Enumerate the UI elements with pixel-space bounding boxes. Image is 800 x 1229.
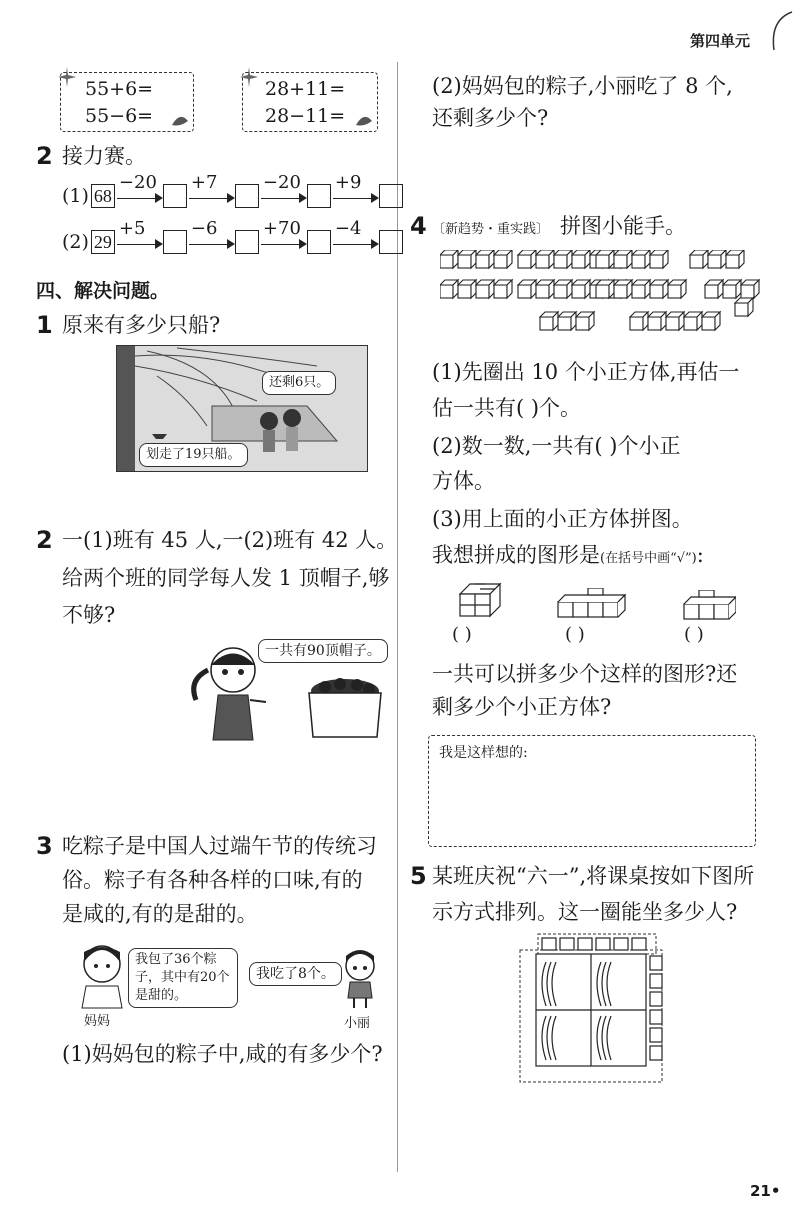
calc-line: 28−11= (265, 105, 346, 127)
start-box: 29 (91, 230, 115, 254)
mother-name: 妈妈 (84, 1014, 111, 1029)
answer-box[interactable] (379, 184, 403, 208)
answer-box[interactable] (307, 230, 331, 254)
cube-shape-step-icon (556, 588, 626, 620)
xiaoli-icon (338, 946, 382, 1010)
step-arrow: −20 (259, 184, 307, 208)
choice-paren-2[interactable]: ( ) (565, 624, 585, 645)
calc-card-2 (242, 72, 378, 132)
question-line: 不够? (62, 603, 116, 627)
question-text: 原来有多少只船? (62, 313, 221, 337)
want-text: 我想拼成的图形是 (432, 543, 600, 567)
speech-bubble-hats: 一共有90顶帽子。 (258, 639, 388, 663)
sub-question-2: 还剩多少个? (432, 106, 549, 130)
question-number: 3 (36, 832, 53, 860)
leaf-icon (171, 115, 189, 127)
desk-arrangement-icon (518, 932, 668, 1084)
calc-line: 55+6= (85, 78, 154, 100)
column-divider (397, 62, 398, 1172)
answer-box[interactable] (379, 230, 403, 254)
choice-paren-1[interactable]: ( ) (452, 624, 472, 645)
sub-question-2: (2)妈妈包的粽子,小丽吃了 8 个, (432, 74, 733, 98)
step-arrow: +70 (259, 230, 307, 254)
step-arrow: −4 (331, 230, 379, 254)
question-line: 剩多少个小正方体? (432, 695, 612, 719)
row-label: (1) (62, 185, 89, 207)
question-number: 1 (36, 311, 53, 339)
section-title: 四、解决问题。 (36, 280, 170, 302)
speech-bubble-remaining: 还剩6只。 (262, 371, 336, 395)
speech-bubble-girl: 我吃了8个。 (249, 962, 342, 986)
sub-question-line: 方体。 (432, 469, 495, 493)
question-line: 是咸的,有的是甜的。 (62, 902, 258, 926)
cube-shape-l-icon (682, 590, 736, 622)
question-number: 4 (410, 212, 427, 240)
answer-box[interactable] (307, 184, 331, 208)
row-label: (2) (62, 231, 89, 253)
leaf-icon (355, 115, 373, 127)
unit-header: 第四单元 (690, 32, 751, 50)
hat-box-icon (305, 675, 385, 740)
question-line: 吃粽子是中国人过端午节的传统习 (62, 834, 377, 858)
cubes-icon (440, 250, 770, 350)
question-line: 某班庆祝“六一”,将课桌按如下图所 (432, 864, 755, 888)
sub-question-line: 估一共有( )个。 (432, 396, 582, 420)
answer-box[interactable] (235, 230, 259, 254)
girl-name: 小丽 (344, 1016, 371, 1031)
answer-area[interactable] (428, 735, 756, 847)
calc-line: 28+11= (265, 78, 346, 100)
sub-question-line: (3)用上面的小正方体拼图。 (432, 507, 693, 531)
question-line: 一(1)班有 45 人,一(2)班有 42 人。 (62, 528, 398, 552)
question-line: 给两个班的同学每人发 1 顶帽子,够 (62, 566, 390, 590)
sub-question-line: (2)数一数,一共有( )个小正 (432, 434, 681, 458)
mother-icon (72, 940, 132, 1010)
calc-card-1 (60, 72, 194, 132)
sparkle-icon (55, 65, 79, 89)
answer-area-prompt: 我是这样想的: (439, 745, 528, 761)
step-arrow: −20 (115, 184, 163, 208)
answer-box[interactable] (235, 184, 259, 208)
relay-row-2 (62, 218, 403, 254)
start-box: 68 (91, 184, 115, 208)
boat-illustration (116, 345, 368, 472)
answer-box[interactable] (163, 184, 187, 208)
speech-bubble-rowed-away: 划走了19只船。 (139, 443, 248, 467)
question-line: 俗。粽子有各种各样的口味,有的 (62, 868, 363, 892)
sub-question-line: (1)先圈出 10 个小正方体,再估一 (432, 360, 740, 384)
want-note: (在括号中画“√”) (600, 551, 697, 566)
question-number: 2 (36, 142, 53, 170)
answer-box[interactable] (163, 230, 187, 254)
choice-paren-3[interactable]: ( ) (684, 624, 704, 645)
question-line: 示方式排列。这一圈能坐多少人? (432, 900, 738, 924)
question-line: 一共可以拼多少个这样的图形?还 (432, 662, 738, 686)
question-title: 接力赛。 (62, 144, 146, 168)
relay-row-1 (62, 172, 403, 208)
sparkle-icon (237, 65, 261, 89)
calc-line: 55−6= (85, 105, 154, 127)
question-number: 5 (410, 862, 427, 890)
cube-shape-2x2-icon (456, 580, 504, 622)
want-colon: : (696, 543, 704, 567)
page-number: 21• (750, 1182, 781, 1200)
step-arrow: −6 (187, 230, 235, 254)
question-tag: 〔新趋势・重实践〕 (432, 222, 550, 237)
step-arrow: +7 (187, 184, 235, 208)
speech-bubble-mother: 我包了36个粽子，其中有20个是甜的。 (128, 948, 238, 1008)
step-arrow: +5 (115, 230, 163, 254)
want-line (432, 541, 704, 573)
step-arrow: +9 (331, 184, 379, 208)
sub-question-1: (1)妈妈包的粽子中,咸的有多少个? (62, 1042, 383, 1066)
corner-fold (764, 8, 794, 53)
question-number: 2 (36, 526, 53, 554)
question-title: 拼图小能手。 (560, 214, 686, 238)
